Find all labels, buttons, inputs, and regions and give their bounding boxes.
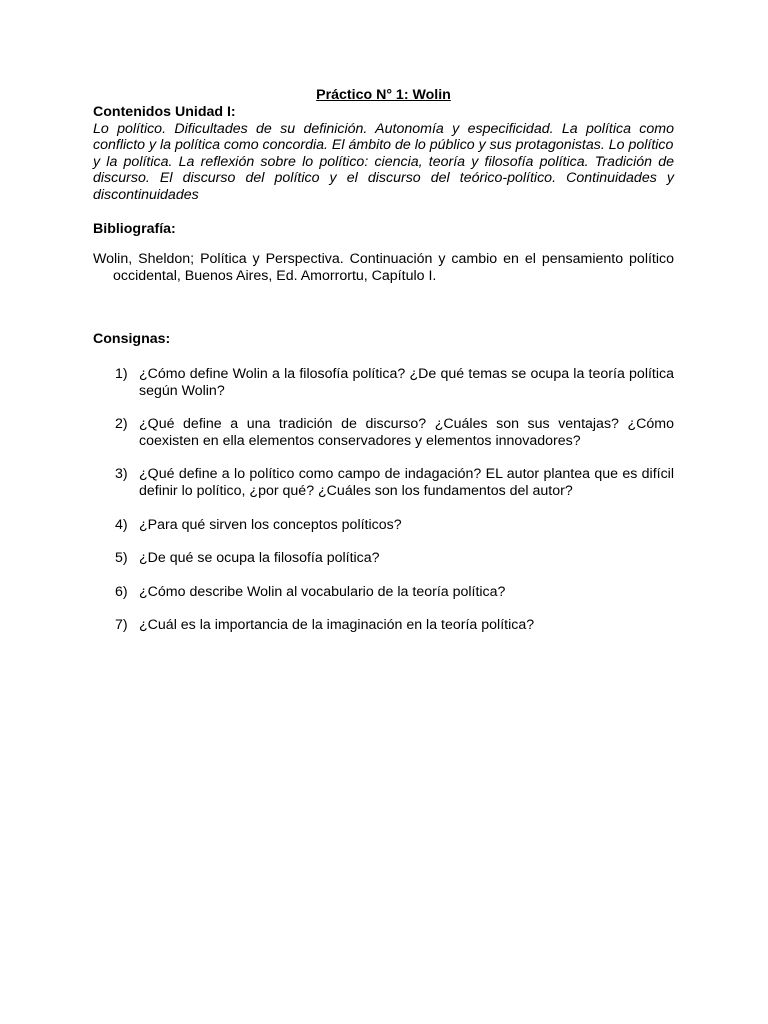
question-number: 2) <box>115 416 128 433</box>
question-item <box>93 466 674 499</box>
question-number: 5) <box>115 550 128 567</box>
question-number: 4) <box>115 516 128 533</box>
question-list <box>93 366 674 634</box>
question-text: ¿Cómo define Wolin a la filosofía política? ¿De qué temas se ocupa la teoría política según Wolin? <box>139 365 674 399</box>
contents-section <box>93 104 674 204</box>
question-number: 1) <box>115 365 128 382</box>
contents-paragraph: y la política. La reflexión sobre lo político: ciencia, teoría y filosofía política. Tradición de discurso. El discurso del político y el discurso del teórico-político. Continuidades y discontinuidades <box>93 153 674 203</box>
question-number: 3) <box>115 466 128 483</box>
question-text: ¿Cuál es la importancia de la imaginación en la teoría política? <box>139 617 535 634</box>
question-number: 7) <box>115 617 128 634</box>
question-item <box>93 584 674 601</box>
bibliography-entry: Wolin, Sheldon; Política y Perspectiva. Continuación y cambio en el pensamiento político occidental, Buenos Aires, Ed. Amorrortu, Capítulo I. <box>93 251 674 284</box>
bibliography-heading: Bibliografía: <box>93 220 176 237</box>
assignments-heading: Consignas: <box>93 331 171 348</box>
question-text: ¿Qué define a una tradición de discurso? ¿Cuáles son sus ventajas? ¿Cómo coexisten en ella elementos conservadores y elementos innovadores? <box>139 416 674 449</box>
question-text: ¿De qué se ocupa la filosofía política? <box>139 550 380 567</box>
contents-heading: Contenidos Unidad I: <box>93 104 236 120</box>
document-page <box>93 87 674 651</box>
question-text: ¿Para qué sirven los conceptos políticos? <box>139 516 402 533</box>
question-text: ¿Qué define a lo político como campo de indagación? EL autor plantea que es difícil definir lo político, ¿por qué? ¿Cuáles son los fundamentos del autor? <box>139 466 674 499</box>
contents-paragraph: Lo político. Dificultades de su definición. Autonomía y especificidad. La política como conflicto y la política como concordia. El ámbito de lo público y sus protagonistas. Lo político <box>93 120 674 154</box>
question-number: 6) <box>115 583 128 600</box>
question-item <box>93 517 674 534</box>
question-item <box>93 550 674 567</box>
assignments-section <box>93 331 674 634</box>
question-text: ¿Cómo describe Wolin al vocabulario de la teoría política? <box>139 583 506 600</box>
question-item <box>93 416 674 449</box>
bibliography-section <box>93 221 674 285</box>
question-item <box>93 617 674 634</box>
contents-description <box>93 121 674 204</box>
question-item <box>93 366 674 399</box>
document-title: Práctico N° 1: Wolin <box>316 87 451 103</box>
